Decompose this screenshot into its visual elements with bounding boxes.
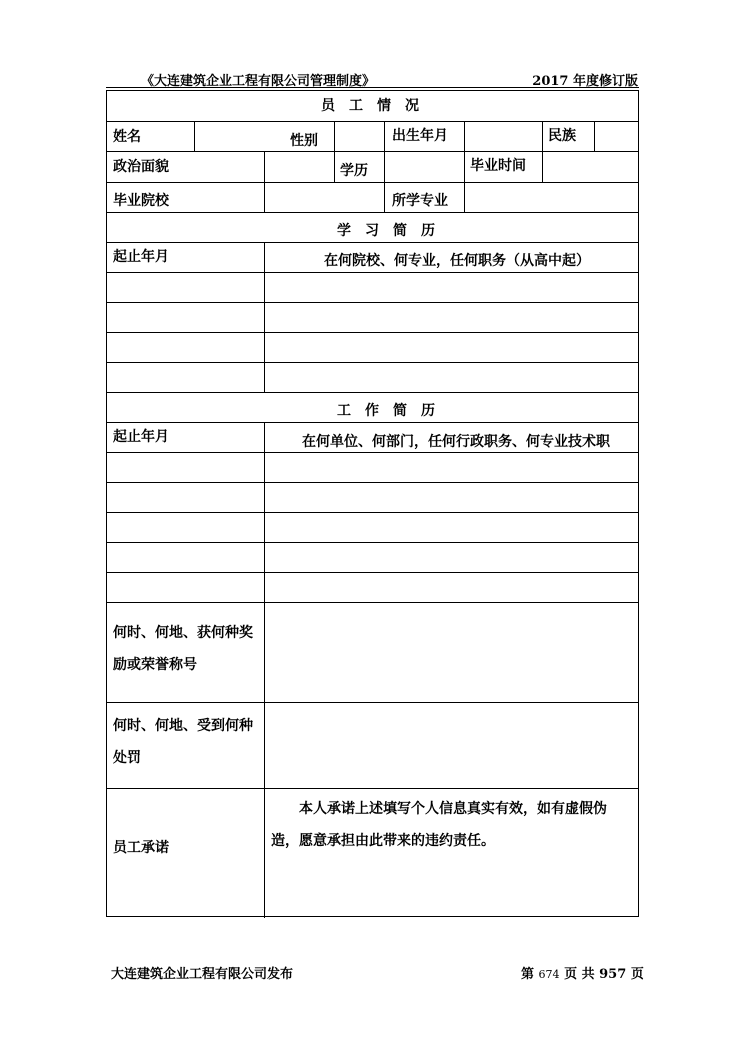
- section-study-heading: 学习简历: [337, 223, 449, 239]
- work-description-label: 在何单位、何部门，任何行政职务、何专业技术职: [302, 434, 610, 450]
- staff-info-form: [106, 90, 639, 917]
- education-label: 学历: [340, 163, 368, 179]
- study-period-label: 起止年月: [113, 249, 169, 265]
- study-description-label: 在何院校、何专业，任何职务（从高中起）: [324, 253, 590, 269]
- section-work-heading: 工作简历: [337, 403, 449, 419]
- work-period-label: 起止年月: [113, 429, 169, 445]
- gender-label: 性别: [290, 133, 318, 149]
- school-label: 毕业院校: [113, 193, 169, 209]
- awards-label: 何时、何地、获何种奖励或荣誉称号: [113, 625, 253, 673]
- commitment-label: 员工承诺: [113, 840, 169, 856]
- birth-label: 出生年月: [392, 128, 448, 144]
- graduation-time-label: 毕业时间: [470, 158, 526, 174]
- name-label: 姓名: [113, 129, 141, 145]
- ethnicity-label: 民族: [548, 128, 576, 144]
- section-staff-heading: 员工情况: [321, 98, 433, 114]
- document-title: 《大连建筑企业工程有限公司管理制度》: [141, 74, 376, 89]
- major-label: 所学专业: [392, 193, 448, 209]
- footer-page-number: 第 674 页 共 957 页: [521, 967, 644, 982]
- header-rule: [106, 87, 639, 88]
- document-version: 2017 年度修订版: [532, 74, 638, 89]
- political-status-label: 政治面貌: [113, 159, 169, 175]
- penalty-label: 何时、何地、受到何种处罚: [113, 718, 253, 766]
- commitment-statement: 本人承诺上述填写个人信息真实有效，如有虚假伪造，愿意承担由此带来的违约责任。: [271, 801, 607, 849]
- footer-publisher: 大连建筑企业工程有限公司发布: [111, 967, 294, 982]
